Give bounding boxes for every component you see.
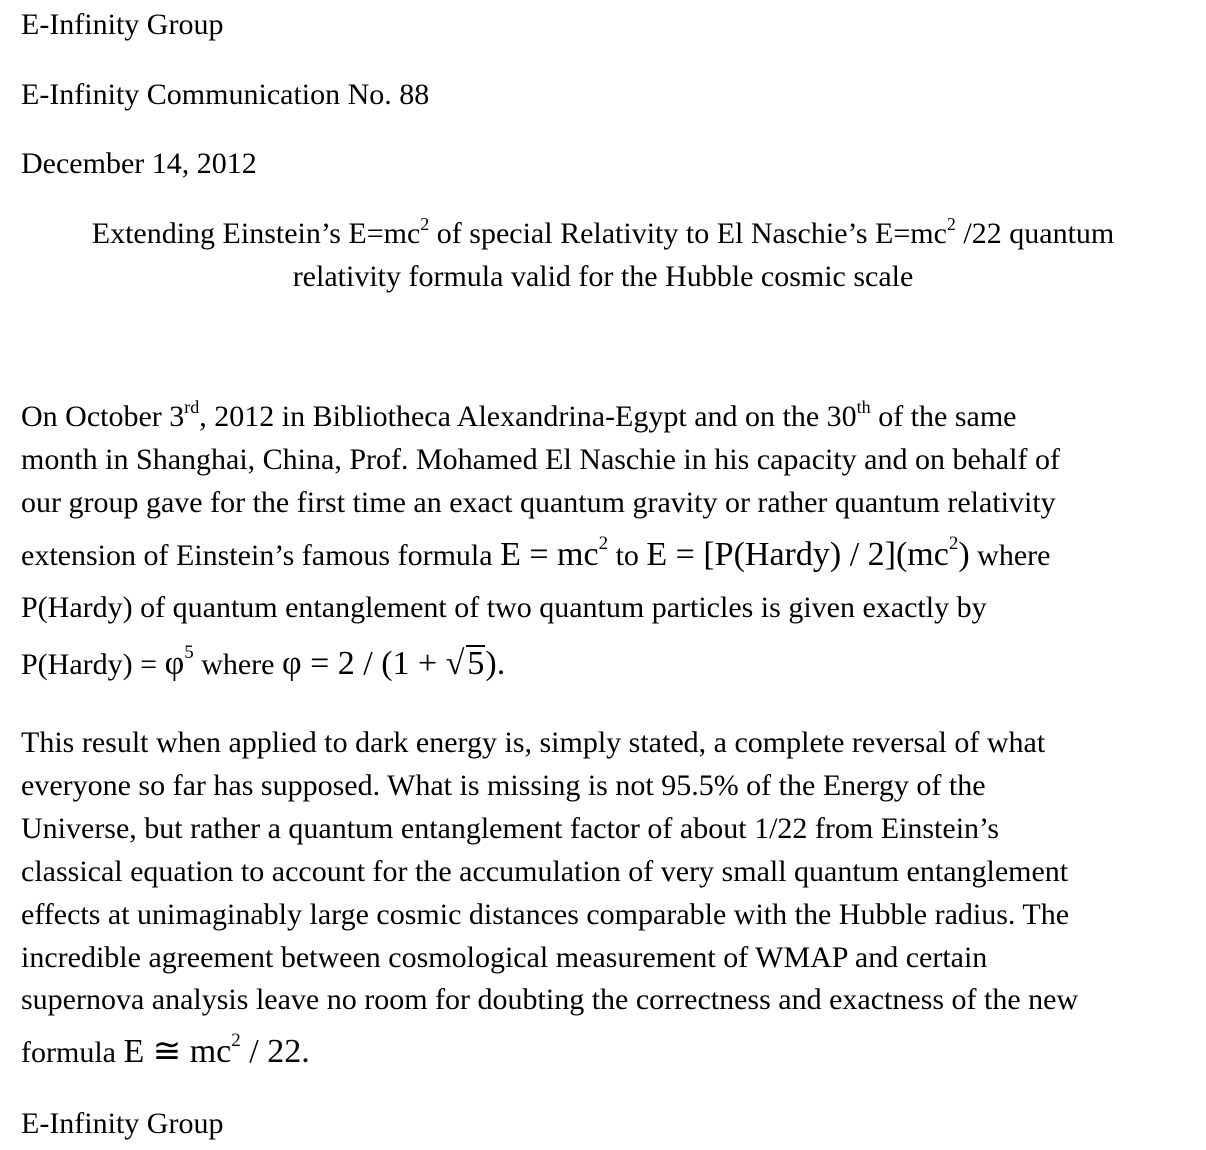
title-line-2: relativity formula valid for the Hubble cosmic scale [292,260,914,293]
para1-line-3: our group gave for the first time an exact quantum gravity or rather quantum relativity [21,486,1056,519]
formula-dark-energy: E ≅ $mc^2 / 22$. [123,1030,310,1070]
phi-power: $\varphi^5$ [164,642,194,682]
para2-line-3: Universe, but rather a quantum entanglement factor of about 1/22 from Einstein’s [21,812,1000,845]
para1-line-5: P(Hardy) of quantum entanglement of two quantum particles is given exactly by [21,591,987,624]
para1-line-6: P(Hardy) = $\varphi^5$ where φ = 2 / (1 + √5). [21,642,506,682]
communication-number: E-Infinity Communication No. 88 [21,78,430,111]
para2-line-2: everyone so far has supposed. What is missing is not 95.5% of the Energy of the [21,769,986,802]
para2-line-6: incredible agreement between cosmological measurement of WMAP and certain [21,941,988,974]
formula-phi: φ = 2 / (1 + √5). [281,645,506,682]
sqrt-five: 5 [467,645,485,682]
para1-line-4: extension of Einstein’s famous formula $E = mc^2$ to E = [P(Hardy) / $2](mc^2)$ where [21,533,1051,573]
para2-line-8: formula E ≅ $mc^2 / 22$. [21,1030,310,1070]
header-group: E-Infinity Group [21,8,224,41]
date: December 14, 2012 [21,147,257,180]
para2-line-1: This result when applied to dark energy is, simply stated, a complete reversal of what [21,726,1046,759]
para2-line-4: classical equation to account for the accumulation of very small quantum entanglement [21,855,1069,888]
para1-line-1: On October 3rd, 2012 in Bibliotheca Alexandrina-Egypt and on the 30th of the same [21,397,1017,433]
formula-einstein: $E = mc^2$ [500,533,609,573]
para1-line-2: month in Shanghai, China, Prof. Mohamed El Naschie in his capacity and on behalf of [21,443,1060,476]
title-line-1: Extending Einstein’s $E=mc^2$ of special Relativity to El Naschie’s $E=mc^2$ /22 quantum [91,214,1115,250]
footer-group: E-Infinity Group [21,1107,224,1140]
para2-line-5: effects at unimaginably large cosmic distances comparable with the Hubble radius. The [21,898,1070,931]
formula-hardy: E = [P(Hardy) / $2](mc^2)$ [646,533,970,573]
para2-line-7: supernova analysis leave no room for doubting the correctness and exactness of the new [21,983,1079,1016]
